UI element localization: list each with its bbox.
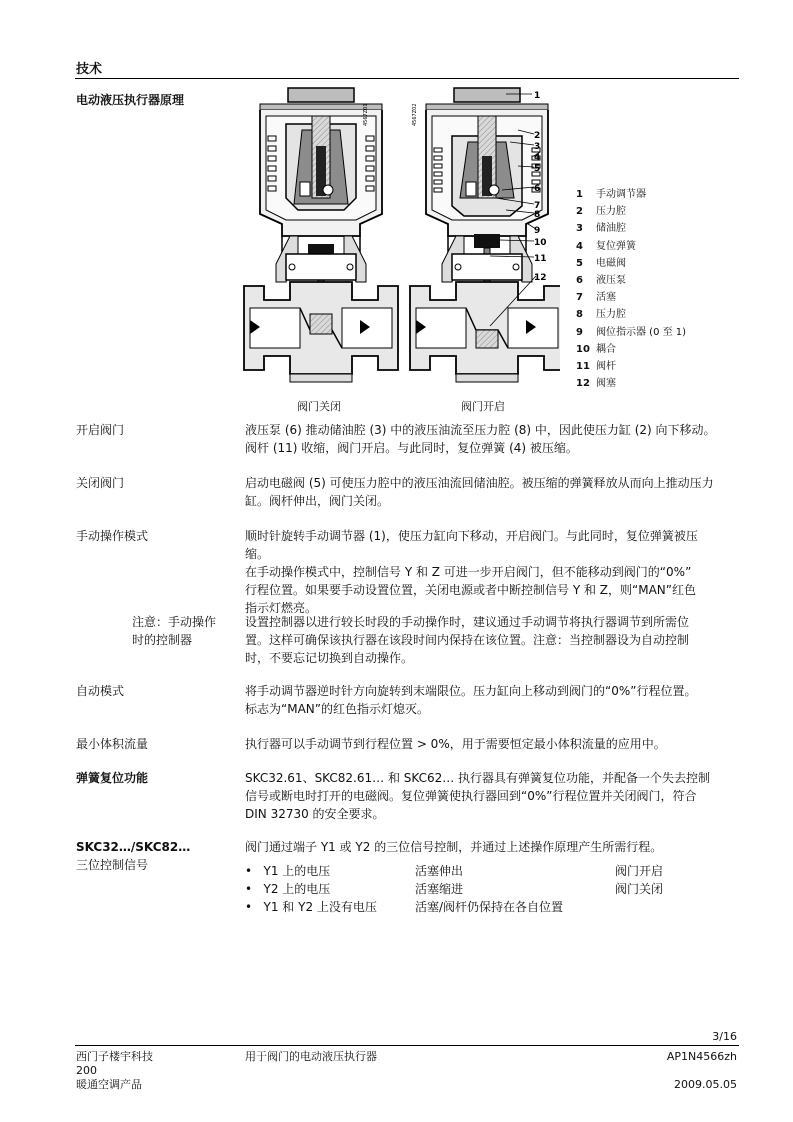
note-text: 设置控制器以进行较长时段的手动操作时，建议通过手动调节将执行器调节到所需位 置。这样可确保该执行器在该段时间内保持在该位置。注意：当控制器设为自动控制 时，不要忘记切换到自动操作。 xyxy=(245,615,690,665)
legend-item: 7 活塞 xyxy=(576,292,616,304)
section-title: 电动液压执行器原理 xyxy=(76,93,185,107)
legend-item: 8 压力腔 xyxy=(576,309,626,321)
figure-code-right: 4567Z02 xyxy=(412,103,418,126)
three-position-intro: 阀门通过端子 Y1 或 Y2 的三位信号控制，并通过上述操作原理产生所需行程。 xyxy=(245,840,663,854)
open-valve-label: 开启阀门 xyxy=(76,423,125,437)
svg-text:7: 7 xyxy=(534,201,541,211)
manual-mode-label: 手动操作模式 xyxy=(76,529,149,543)
svg-text:12: 12 xyxy=(534,273,547,283)
closed-valve-figure xyxy=(244,88,398,382)
list-item: • Y2 上的电压 活塞缩进 阀门关闭 xyxy=(245,882,664,896)
header-rule xyxy=(75,78,739,79)
min-flow-text: 执行器可以手动调节到行程位置 > 0%，用于需要恒定最小体积流量的应用中。 xyxy=(245,737,666,751)
min-flow-label: 最小体积流量 xyxy=(76,737,149,751)
list-item: • Y1 上的电压 活塞伸出 阀门开启 xyxy=(245,864,664,878)
auto-mode-text: 将手动调节器逆时针方向旋转到末端限位。压力缸向上移动到阀门的“0%”行程位置。 标志为“MAN”的红色指示灯熄灭。 xyxy=(245,684,697,716)
svg-text:2: 2 xyxy=(534,131,541,141)
actuator-diagram xyxy=(240,86,560,396)
footer-doc-title: 用于阀门的电动液压执行器 xyxy=(245,1050,377,1063)
svg-text:4: 4 xyxy=(534,153,541,163)
close-valve-text: 启动电磁阀 (5) 可使压力腔中的液压油流回储油腔。被压缩的弹簧释放从而向上推动压力 缸。阀杆伸出，阀门关闭。 xyxy=(245,476,714,508)
legend-item: 2 压力腔 xyxy=(576,206,626,218)
legend-item: 6 液压泵 xyxy=(576,274,626,286)
svg-text:11: 11 xyxy=(534,254,547,264)
list-item: • Y1 和 Y2 上没有电压 活塞/阀杆仍保持在各自位置 xyxy=(245,900,564,914)
open-valve-text: 液压泵 (6) 推动储油腔 (3) 中的液压油流至压力腔 (8) 中，因此使压力缸 (2) 向下移动。 阀杆 (11) 收缩，阀门开启。与此同时，复位弹簧 (4) 被压缩。 xyxy=(245,423,716,455)
caption-valve-open: 阀门开启 xyxy=(461,400,505,413)
svg-text:1: 1 xyxy=(534,91,541,101)
caption-valve-closed: 阀门关闭 xyxy=(297,400,341,413)
auto-mode-label: 自动模式 xyxy=(76,684,125,698)
svg-text:10: 10 xyxy=(534,238,547,248)
legend-item: 4 复位弹簧 xyxy=(576,240,636,252)
footer-doc-code: AP1N4566zh xyxy=(666,1050,737,1063)
spring-return-label: 弹簧复位功能 xyxy=(76,771,149,785)
legend-item: 1 手动调节器 xyxy=(576,189,646,200)
svg-text:6: 6 xyxy=(534,184,541,194)
svg-text:3: 3 xyxy=(534,142,541,152)
footer-rule xyxy=(75,1045,739,1046)
legend-item: 5 电磁阀 xyxy=(576,257,626,269)
svg-text:5: 5 xyxy=(534,164,541,174)
svg-text:8: 8 xyxy=(534,210,541,220)
legend-item: 10 耦合 xyxy=(576,343,616,355)
svg-text:9: 9 xyxy=(534,226,541,236)
footer-date: 2009.05.05 xyxy=(674,1078,737,1091)
figure-legend xyxy=(576,186,686,392)
legend-item: 11 阀杆 xyxy=(576,360,616,372)
close-valve-label: 关闭阀门 xyxy=(76,476,125,490)
three-position-label: SKC32…/SKC82… 三位控制信号 xyxy=(76,840,191,872)
signal-list xyxy=(245,862,739,916)
figure-code-left: 4567Z01 xyxy=(363,103,369,126)
manual-mode-text: 顺时针旋转手动调节器 (1)，使压力缸向下移动，开启阀门。与此同时，复位弹簧被压 缩。 在手动操作模式中，控制信号 Y 和 Z 可进一步开启阀门，但不能移动到阀门的“0%” 行程位置。如果要手动设置位置，关闭电源或者中断控制信号 Y 和 Z，则“MAN”红色 指示灯燃亮。 xyxy=(245,529,698,615)
footer-company-block: 西门子楼宇科技 200 暖通空调产品 xyxy=(76,1050,153,1091)
legend-item: 9 阀位指示器 (0 至 1) xyxy=(576,326,687,338)
page-header-title: 技术 xyxy=(76,62,103,77)
page-number: 3/16 xyxy=(712,1030,737,1043)
legend-item: 12 阀塞 xyxy=(576,378,616,390)
legend-item: 3 储油腔 xyxy=(576,223,626,235)
spring-return-text: SKC32.61、SKC82.61… 和 SKC62… 执行器具有弹簧复位功能，并配备一个失去控制 信号或断电时打开的电磁阀。复位弹簧使执行器回到“0%”行程位置并关闭阀门，符合 DIN 32730 的安全要求。 xyxy=(245,771,711,821)
note-label: 注意：手动操作 时的控制器 xyxy=(132,615,217,647)
